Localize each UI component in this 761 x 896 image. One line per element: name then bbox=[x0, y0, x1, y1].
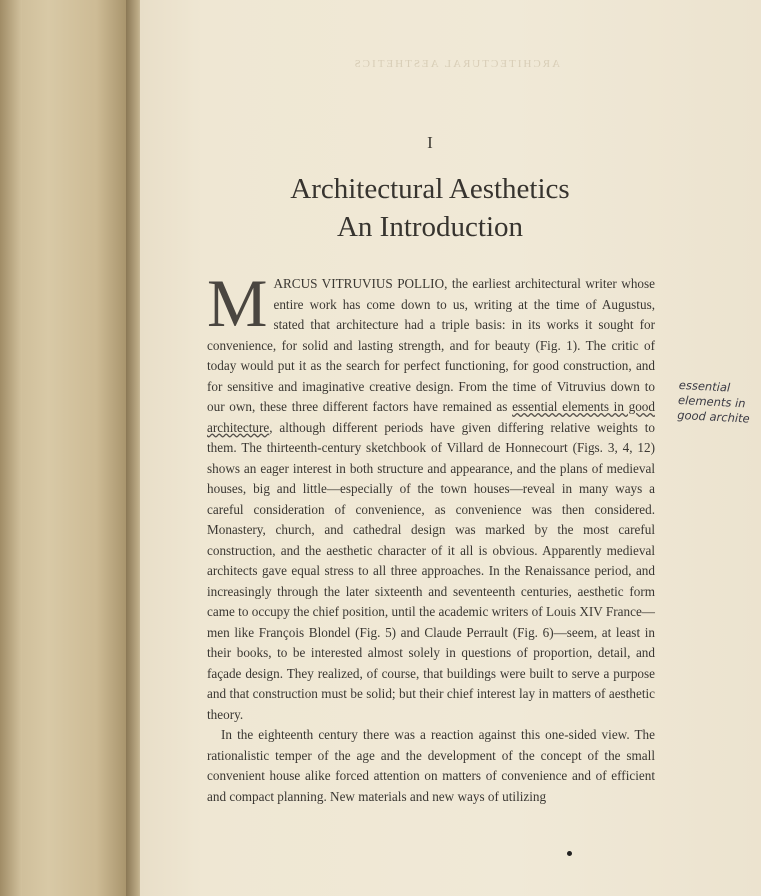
chapter-number: I bbox=[427, 133, 433, 152]
bleed-through-text: ARCHITECTURAL AESTHETICS bbox=[352, 58, 560, 70]
page-edge bbox=[0, 0, 22, 896]
body-text bbox=[207, 265, 655, 807]
underlined-phrase: essential elements in good architecture bbox=[207, 399, 655, 435]
title-line-2: An Introduction bbox=[336, 211, 524, 243]
ink-dot bbox=[567, 851, 572, 856]
paragraph-1 bbox=[207, 265, 655, 725]
paragraph-2: In the eighteenth century there was a reaction against this one-sided view. The rationalistic temper of the age and the development of the concept of the small convenient house alike forced attention on matters of convenience and of efficient and compact planning. New materials and new ways of utilizing bbox=[207, 727, 655, 804]
paragraph-1-text-a: ARCUS VITRUVIUS POLLIO, the earliest architectural writer whose entire work has come down to us, writing at the time of Augustus, stated that architecture had a triple basis: in its works it sought for convenience, for solid and lasting strength, and for beauty (Fig. 1). The critic of today would put it as the search for perfect functioning, for good construction, and for sensitive and imaginative creative design. From the time of Vitruvius down to our own, these three different factors have remained as bbox=[207, 276, 655, 414]
title-line-1: Architectural Aesthetics bbox=[290, 173, 570, 205]
chapter-title bbox=[230, 170, 630, 246]
left-page bbox=[0, 0, 138, 896]
paragraph-1-text-b: , although different periods have given differing relative weights to them. The thirteenth-century sketchbook of Villard de Honnecourt (Figs. 3, 4, 12) shows an eager interest in both structure and appearance, and the plans of medieval houses, big and little—especially of the town houses—reveal in many ways a careful consideration of convenience, as convenience was then considered. Monastery, church, and cathedral design was marked by the most careful construction, and the aesthetic character of it all is obvious. Apparently medieval architects gave equal stress to all three approaches. In the Renaissance period, and increasingly through the later sixteenth and seventeenth centuries, aesthetic form came to occupy the chief position, until the academic writers of Louis XIV France—men like François Blondel (Fig. 5) and Claude Perrault (Fig. 6)—seem, at least in their books, to be interested almost solely in questions of proportion, detail, and façade design. They realized, of course, that buildings were built to serve a purpose and that construction must be solid; but their chief interest lay in matters of aesthetic theory. bbox=[207, 419, 655, 722]
handwritten-margin-note: essential elements in good archite bbox=[676, 377, 751, 426]
drop-cap: M bbox=[207, 265, 268, 341]
